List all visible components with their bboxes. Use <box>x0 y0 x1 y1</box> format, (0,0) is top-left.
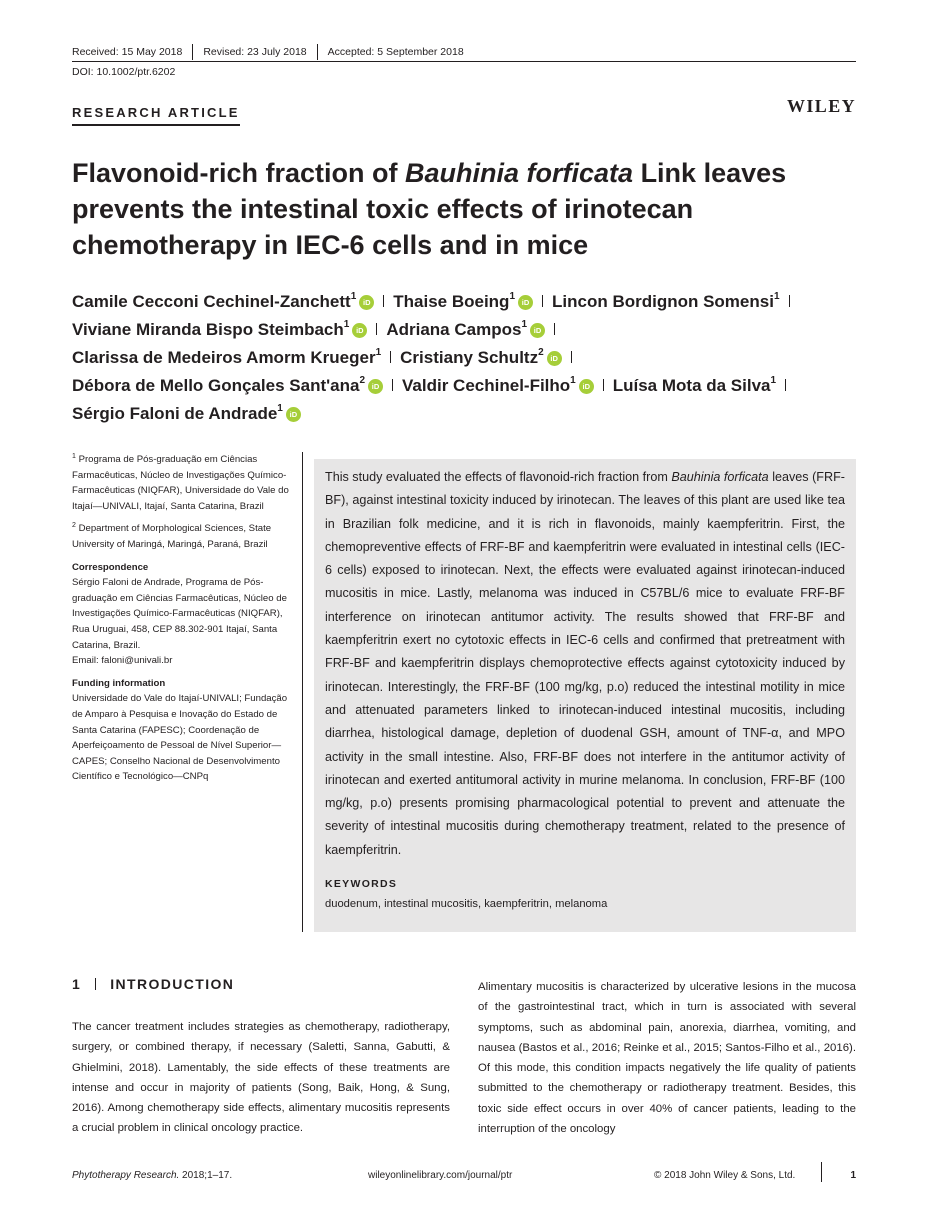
affiliation-text: Programa de Pós-graduação em Ciências Farmacêuticas, Núcleo de Investigações Químico-Farmacêuticas (NIQFAR), Universidade do Vale do Itajaí—UNIVALI, Itajaí, Santa Catarina, Brazil <box>72 454 289 512</box>
heading-separator <box>95 978 96 990</box>
author-name: Lincon Bordignon Somensi <box>552 292 774 311</box>
orcid-icon[interactable]: iD <box>547 351 562 366</box>
author-name: Cristiany Schultz <box>400 348 539 367</box>
orcid-icon[interactable]: iD <box>359 295 374 310</box>
section-heading <box>72 976 234 992</box>
correspondence-text: Sérgio Faloni de Andrade, Programa de Pós-graduação em Ciências Farmacêuticas, Núcleo de Investigações Químico-Farmacêuticas (NIQFAR), Rua Uruguai, 458, CEP 88.302-901 Itajaí, Santa Catarina, Brazil. <box>72 577 287 651</box>
title-part: Flavonoid-rich fraction of <box>72 158 406 188</box>
affiliation-ref: 1 <box>770 375 777 387</box>
author[interactable] <box>72 348 381 367</box>
orcid-icon[interactable]: iD <box>579 379 594 394</box>
affiliation-number: 1 <box>72 452 76 460</box>
abstract-part: This study evaluated the effects of flavonoid-rich fraction from <box>325 470 672 484</box>
affiliations-column <box>72 452 294 792</box>
affiliation-1 <box>72 452 294 514</box>
author-name: Débora de Mello Gonçales Sant'ana <box>72 376 360 395</box>
affiliation-ref: 1 <box>773 291 780 303</box>
keywords-label: KEYWORDS <box>325 878 398 891</box>
orcid-icon[interactable]: iD <box>286 407 301 422</box>
author[interactable] <box>72 292 374 311</box>
affiliation-ref: 2 <box>538 347 544 359</box>
article-type: RESEARCH ARTICLE <box>72 105 240 126</box>
funding-text: Universidade do Vale do Itajaí-UNIVALI; Fundação de Amparo à Pesquisa e Inovação do Estado de Santa Catarina (FAPESC); Coordenação de Aperfeiçoamento de Pessoal de Nível Superior—CAPES; Conselho Nacional de Desenvolvimento Científico e Tecnológico—CNPq <box>72 693 288 783</box>
affiliation-ref: 2 <box>359 375 366 387</box>
affiliation-ref: 1 <box>509 291 515 303</box>
doi[interactable]: DOI: 10.1002/ptr.6202 <box>72 66 176 78</box>
author-separator <box>554 323 555 335</box>
accepted-date: Accepted: 5 September 2018 <box>327 46 464 58</box>
author[interactable] <box>400 348 561 367</box>
author[interactable] <box>402 376 594 395</box>
citation: 2018;1–17. <box>179 1170 233 1181</box>
affiliation-ref: 1 <box>277 403 283 415</box>
author-separator <box>383 295 384 307</box>
author[interactable] <box>72 376 383 395</box>
author-separator <box>603 379 604 391</box>
title-species: Bauhinia forficata <box>405 158 634 188</box>
author-name: Clarissa de Medeiros Amorm Krueger <box>72 348 376 367</box>
author-separator <box>785 379 786 391</box>
correspondence <box>72 560 294 669</box>
author-separator <box>376 323 377 335</box>
publisher-logo: WILEY <box>786 96 856 116</box>
header-rule <box>72 61 856 62</box>
title-part: Link leaves prevents the intestinal toxic effects of irinotecan chemotherapy in IEC-6 cells and in mice <box>72 158 787 260</box>
affiliation-2 <box>72 521 294 552</box>
orcid-icon[interactable]: iD <box>530 323 545 338</box>
keywords: duodenum, intestinal mucositis, kaempferitrin, melanoma <box>325 898 608 911</box>
column-divider <box>302 452 303 932</box>
affiliation-ref: 1 <box>350 291 357 303</box>
correspondence-label: Correspondence <box>72 561 149 573</box>
author-name: Valdir Cechinel-Filho <box>402 376 571 395</box>
funding <box>72 676 294 785</box>
divider <box>192 44 193 60</box>
author[interactable] <box>72 320 367 339</box>
footer-divider <box>821 1162 822 1182</box>
author[interactable] <box>386 320 545 339</box>
author-separator <box>542 295 543 307</box>
author-separator <box>789 295 790 307</box>
affiliation-ref: 1 <box>570 375 576 387</box>
author-separator <box>392 379 393 391</box>
page-number: 1 <box>850 1170 856 1181</box>
received-date: Received: 15 May 2018 <box>72 46 183 58</box>
journal-url[interactable]: wileyonlinelibrary.com/journal/ptr <box>368 1170 513 1181</box>
abstract-part: leaves (FRF-BF), against intestinal toxicity induced by irinotecan. The leaves of this plant are used like tea in Brazilian folk medicine, and it is rich in flavonoids, mainly kaempferitrin. First, the chemopreventive effects of FRF-BF and kaempferitrin were evaluated in intestinal cells (IEC-6 cells) exposed to irinotecan. Next, the effects were evaluated against irinotecan-induced mucositis in mice. Lastly, melanoma was induced in C57BL/6 mice to evaluate FRF-BF interference on irinotecan antitumor activity. The results showed that FRF-BF and kaempferitrin exert no cytotoxic effects in IEC-6 cells and confirmed that pretreatment with FRF-BF and kaempferitrin displays chemoprotective effects against cytotoxicity induced by irinotecan. Interestingly, the FRF-BF (100 mg/kg, p.o) reduced the intestinal motility in mice and attenuated parameters linked to irinotecan-induced intestinal mucositis, including diarrhea, histological damage, depletion of duodenal GSH, amount of TNF-α, and MPO activity in the small intestine. Also, FRF-BF does not interfere in the antitumor activity of irinotecan and exerted antitumoral activity in murine melanoma. In conclusion, FRF-BF (100 mg/kg, p.o) presents promising pharmacological potential to prevent and attenuate the severity of intestinal mucositis during chemotherapy treatment, related to the presence of kaempferitrin. <box>325 470 845 857</box>
affiliation-ref: 1 <box>521 319 527 331</box>
author-name: Camile Cecconi Cechinel-Zanchett <box>72 292 351 311</box>
affiliation-ref: 1 <box>343 319 350 331</box>
divider <box>317 44 318 60</box>
funding-label: Funding information <box>72 677 166 689</box>
author[interactable] <box>393 292 533 311</box>
abstract-text <box>325 466 845 862</box>
orcid-icon[interactable]: iD <box>518 295 533 310</box>
author[interactable] <box>72 404 301 423</box>
author[interactable] <box>613 376 776 395</box>
section-title: INTRODUCTION <box>110 976 235 992</box>
author-name: Adriana Campos <box>386 320 522 339</box>
author-name: Luísa Mota da Silva <box>612 376 771 395</box>
author-name: Viviane Miranda Bispo Steimbach <box>72 320 344 339</box>
journal-citation <box>72 1170 232 1181</box>
orcid-icon[interactable]: iD <box>368 379 383 394</box>
email-link[interactable]: Email: faloni@univali.br <box>72 655 173 667</box>
author-name: Sérgio Faloni de Andrade <box>72 404 278 423</box>
author-list <box>72 288 856 428</box>
author-separator <box>571 351 572 363</box>
author-separator <box>390 351 391 363</box>
article-dates <box>72 44 464 60</box>
article-title <box>72 155 792 263</box>
orcid-icon[interactable]: iD <box>352 323 367 338</box>
body-column-right: Alimentary mucositis is characterized by ulcerative lesions in the mucosa of the gastrointestinal tract, which in turn is associated with several symptoms, such as abdominal pain, anorexia, diarrhea, vomiting, and nausea (Bastos et al., 2016; Reinke et al., 2015; Santos-Filho et al., 2016). Of this mode, this condition impacts negatively the life quality of patients submitted to the chemotherapy or radiotherapy treatment. Besides, this toxic side effect occurs in over 40% of cancer patients, leading to the interruption of the oncology <box>478 981 856 1136</box>
abstract-box <box>314 459 856 932</box>
affiliation-number: 2 <box>72 522 76 530</box>
affiliation-text: Department of Morphological Sciences, State University of Maringá, Maringá, Paraná, Brazil <box>72 523 272 550</box>
revised-date: Revised: 23 July 2018 <box>203 46 307 58</box>
section-number: 1 <box>72 976 82 992</box>
author[interactable] <box>552 292 780 311</box>
journal-name: Phytotherapy Research. <box>72 1170 180 1181</box>
copyright: © 2018 John Wiley & Sons, Ltd. <box>654 1170 796 1181</box>
author-name: Thaise Boeing <box>393 292 510 311</box>
affiliation-ref: 1 <box>375 347 382 359</box>
abstract-species: Bauhinia forficata <box>671 470 769 484</box>
body-column-left: The cancer treatment includes strategies as chemotherapy, radiotherapy, surgery, or combined therapy, if necessary (Saletti, Sanna, Gabutti, & Ghielmini, 2018). Lamentably, the side effects of these treatments are intense and occur in majority of patients (Song, Baik, Hong, & Sung, 2016). Among chemotherapy side effects, alimentary mucositis represents a crucial problem in clinical oncology practice. <box>72 1021 450 1135</box>
